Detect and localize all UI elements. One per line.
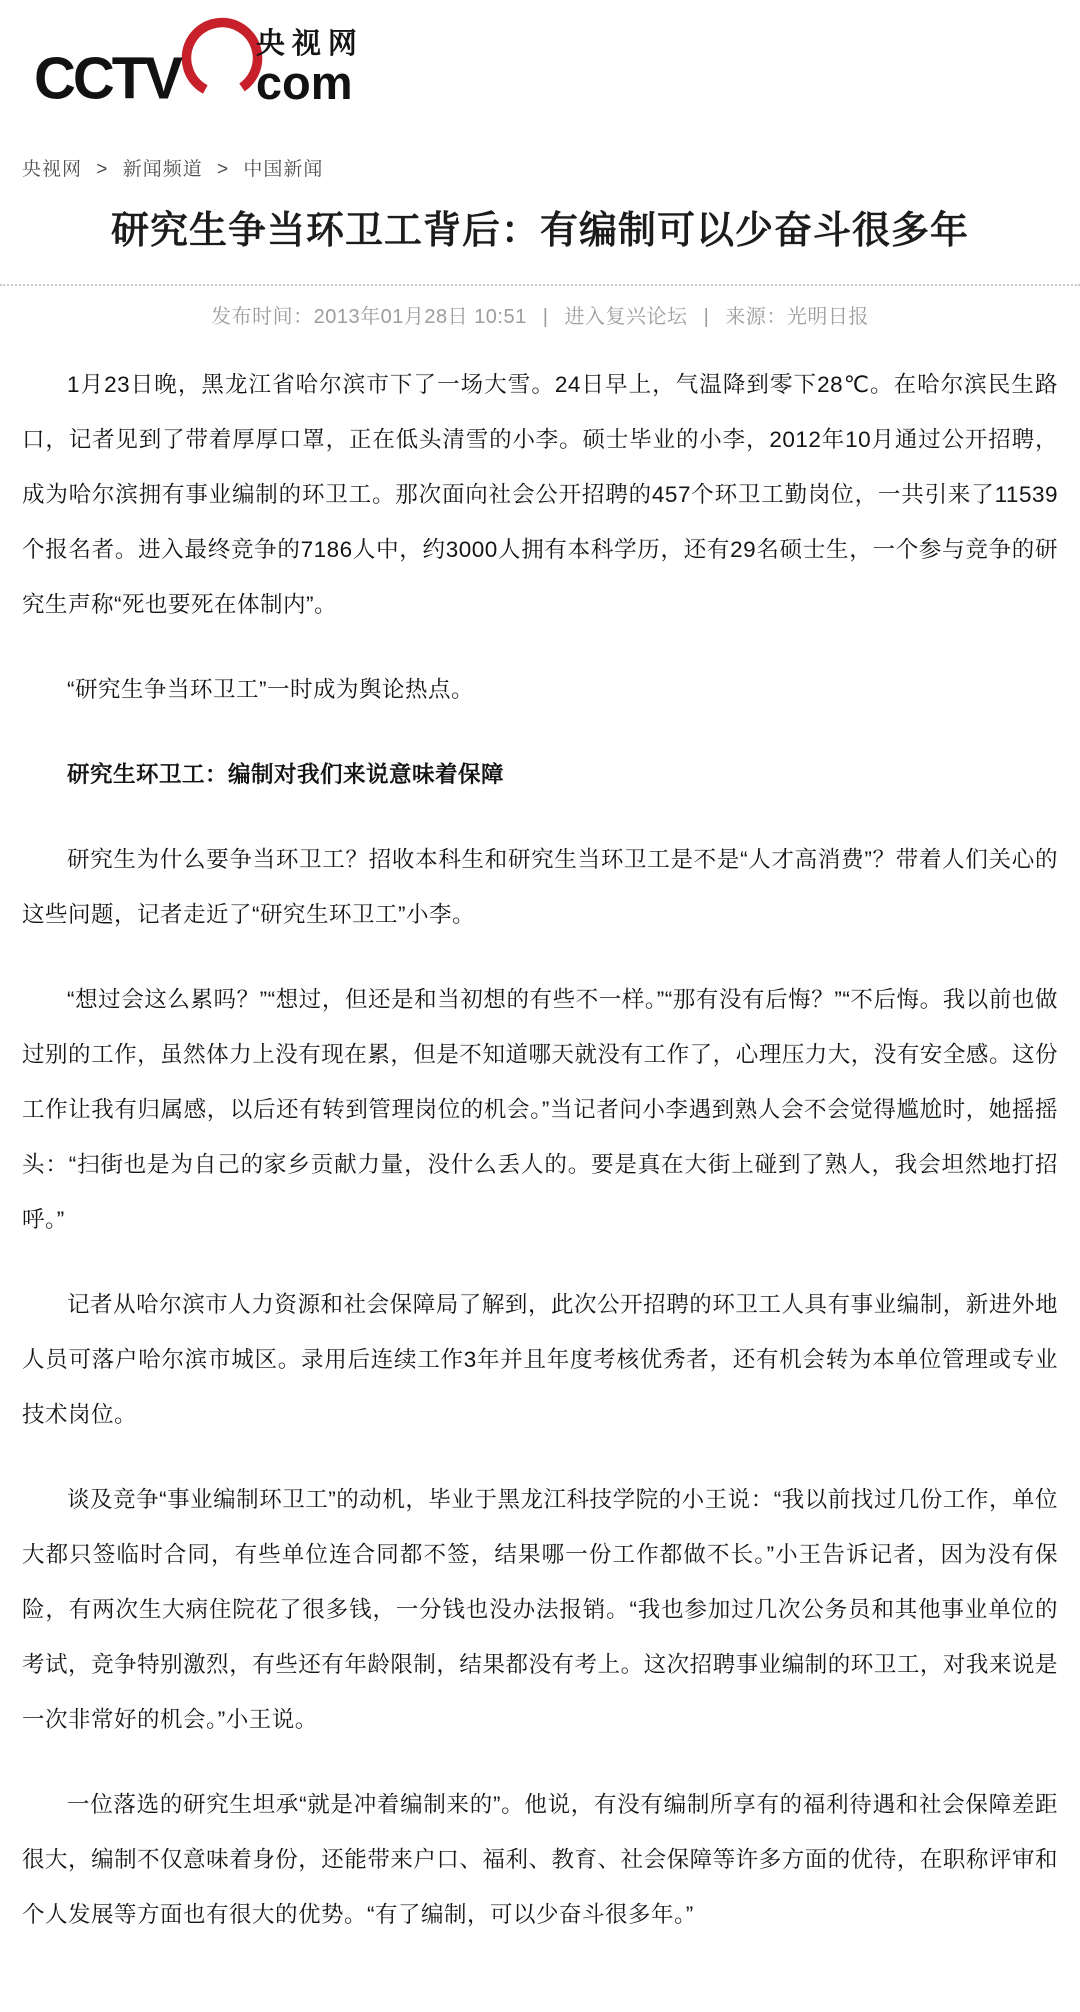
cctv-logo-cn-text: 央视网 (255, 28, 364, 61)
article-source: 来源：光明日报 (725, 306, 869, 329)
article-paragraph: 谈及竞争“事业编制环卫工”的动机，毕业于黑龙江科技学院的小王说：“我以前找过几份工作，单位大都只签临时合同，有些单位连合同都不签，结果哪一份工作都做不长。”小王告诉记者，因为没有保险，有两次生大病住院花了很多钱，一分钱也没办法报销。“我也参加过几次公务员和其他事业单位的考试，竞争特别激烈，有些还有年龄限制，结果都没有考上。这次招聘事业编制的环卫工，对我来说是一次非常好的机会。”小王说。 (22, 1487, 1058, 1733)
cctv-logo-com-text: com (255, 56, 353, 110)
article-paragraph: 1月23日晚，黑龙江省哈尔滨市下了一场大雪。24日早上，气温降到零下28℃。在哈尔滨民生路口，记者见到了带着厚厚口罩，正在低头清雪的小李。硕士毕业的小李，2012年10月通过公开招聘，成为哈尔滨拥有事业编制的环卫工。那次面向社会公开招聘的457个环卫工勤岗位，一共引来了11539个报名者。进入最终竞争的7186人中，约3000人拥有本科学历，还有29名硕士生，一个参与竞争的研究生声称“死也要死在体制内”。 (22, 372, 1058, 618)
article-paragraph: 研究生为什么要争当环卫工？招收本科生和研究生当环卫工是不是“人才高消费”？带着人们关心的这些问题，记者走近了“研究生环卫工”小李。 (22, 847, 1058, 928)
cctv-logo-right (256, 29, 364, 108)
dotted-divider (0, 284, 1080, 286)
article-paragraph: “研究生争当环卫工”一时成为舆论热点。 (67, 677, 474, 703)
article-body (22, 357, 1058, 1942)
publish-time: 发布时间：2013年01月28日 10:51 (211, 306, 527, 329)
breadcrumb (22, 154, 1058, 181)
breadcrumb-separator: > (216, 159, 230, 180)
article-meta (22, 300, 1058, 329)
forum-link[interactable]: 进入复兴论坛 (564, 306, 688, 329)
meta-divider: | (542, 306, 549, 329)
cctv-logo[interactable] (34, 16, 1058, 112)
breadcrumb-item-home[interactable]: 央视网 (22, 159, 83, 180)
meta-divider: | (703, 306, 710, 329)
breadcrumb-item-china-news[interactable]: 中国新闻 (243, 159, 324, 180)
breadcrumb-separator: > (96, 159, 109, 180)
article-title: 研究生争当环卫工背后：有编制可以少奋斗很多年 (110, 210, 969, 252)
article-paragraph: 一位落选的研究生坦承“就是冲着编制来的”。他说，有没有编制所享有的福利待遇和社会保障差距很大，编制不仅意味着身份，还能带来户口、福利、教育、社会保障等许多方面的优待，在职称评审和个人发展等方面也有很大的优势。“有了编制，可以少奋斗很多年。” (22, 1792, 1058, 1928)
article-paragraph: 记者从哈尔滨市人力资源和社会保障局了解到，此次公开招聘的环卫工人具有事业编制，新进外地人员可落户哈尔滨市城区。录用后连续工作3年并且年度考核优秀者，还有机会转为本单位管理或专业技术岗位。 (22, 1292, 1058, 1428)
breadcrumb-item-news-channel[interactable]: 新闻频道 (122, 159, 203, 180)
article-paragraph: “想过会这么累吗？”“想过，但还是和当初想的有些不一样。”“那有没有后悔？”“不后悔。我以前也做过别的工作，虽然体力上没有现在累，但是不知道哪天就没有工作了，心理压力大，没有安全感。这份工作让我有归属感，以后还有转到管理岗位的机会。”当记者问小李遇到熟人会不会觉得尴尬时，她摇摇头：“扫街也是为自己的家乡贡献力量，没什么丢人的。要是真在大街上碰到了熟人，我会坦然地打招呼。” (22, 987, 1058, 1233)
cctv-logo-text: CCTV (34, 45, 180, 112)
article-subheading: 研究生环卫工：编制对我们来说意味着保障 (67, 762, 505, 788)
